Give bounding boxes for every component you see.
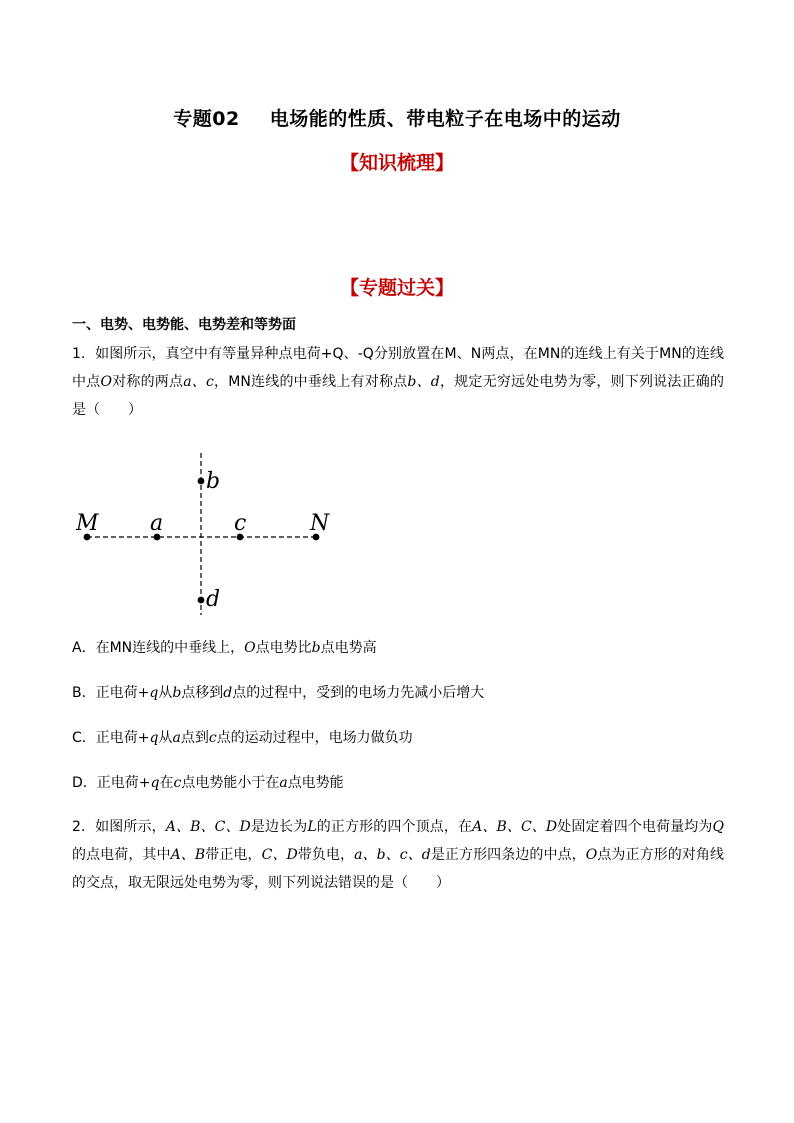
option-a[interactable] [72, 637, 377, 657]
option-text: 点电势能 [287, 775, 344, 791]
option-var: +q [137, 685, 159, 701]
q2-text: 是边长为 [250, 819, 308, 835]
option-b[interactable] [72, 682, 484, 702]
option-var: d [223, 685, 233, 701]
q2-text: 的正方形的四个顶点，在 [316, 819, 473, 835]
q1-text: 如图所示，真空中有等量异种点电荷 [95, 346, 321, 362]
option-text: 点电势能小于在 [181, 775, 280, 791]
label-a: a [150, 511, 164, 536]
q1-text: 分别放置在M、N两点，在MN的连线上有关于MN的连线中点 [72, 346, 724, 390]
q2-var: A、B [170, 847, 206, 863]
option-text: B．正电荷 [72, 685, 138, 701]
point-d [198, 597, 205, 604]
option-var: b [172, 685, 182, 701]
label-c: c [234, 511, 247, 536]
topic-heading: 【专题过关】 [339, 277, 454, 299]
label-b: b [206, 469, 221, 494]
option-text: 从 [158, 730, 173, 746]
question-1-stem [72, 340, 724, 424]
option-var: c [173, 775, 182, 791]
label-n: N [310, 511, 330, 536]
q1-text: 对称的两点 [111, 374, 184, 390]
title-topic-number: 专题02 [173, 108, 240, 130]
option-text: A．在MN连线的中垂线上， [72, 640, 245, 656]
q2-var: C、D [261, 847, 298, 863]
q2-text: 的点电荷，其中 [72, 847, 171, 863]
point-b [198, 478, 205, 485]
question-1-figure [60, 445, 360, 620]
option-text: 点到 [180, 730, 209, 746]
q1-var: O [100, 374, 112, 390]
option-text: 点的运动过程中，电场力做负功 [216, 730, 413, 746]
option-var: c [208, 730, 217, 746]
option-var: +q [138, 775, 160, 791]
page-title [0, 104, 794, 131]
question-number: 2． [72, 819, 96, 835]
option-text: C．正电荷 [72, 730, 138, 746]
q1-text: ，规定无穷远处电势为零，则下列说法正确的是（ ） [72, 374, 725, 418]
q2-var: Q [712, 819, 725, 835]
label-d: d [206, 587, 221, 612]
q2-text: 如图所示， [95, 819, 166, 835]
section-heading: 一、电势、电势能、电势差和等势面 [72, 317, 296, 333]
label-m: M [76, 511, 99, 536]
q2-text: 带负电， [297, 847, 355, 863]
option-d[interactable] [72, 772, 344, 792]
q2-text: 是正方形四条边的中点， [430, 847, 586, 863]
option-text: D．正电荷 [72, 775, 139, 791]
option-var: O [244, 640, 256, 656]
q2-var: A、B、C、D [472, 819, 558, 835]
option-text: 从 [158, 685, 173, 701]
option-text: 点的过程中，受到的电场力先减小后增大 [232, 685, 485, 701]
option-var: b [311, 640, 321, 656]
q1-text: ，MN连线的中垂线上有对称点 [213, 374, 408, 390]
question-2-stem [72, 813, 724, 897]
knowledge-heading: 【知识梳理】 [339, 152, 454, 174]
option-text: 在 [159, 775, 174, 791]
question-number: 1． [72, 346, 96, 362]
title-topic-name: 电场能的性质、带电粒子在电场中的运动 [269, 108, 621, 130]
option-var: a [279, 775, 288, 791]
option-var: +q [137, 730, 159, 746]
option-c[interactable] [72, 727, 413, 747]
q1-var: b、d [407, 374, 440, 390]
option-text: 点电势高 [320, 640, 377, 656]
q2-text: 处固定着四个电荷量均为 [557, 819, 713, 835]
q1-var: a、c [183, 374, 214, 390]
q2-var: A、B、C、D [165, 819, 251, 835]
option-text: 点电势比 [255, 640, 312, 656]
q2-text: 点为正方形的对角线的交点，取无限远处电势为零，则下列说法错误的是（ ） [72, 847, 725, 891]
option-text: 点移到 [181, 685, 224, 701]
q1-charges: +Q、-Q [320, 346, 374, 362]
option-var: a [172, 730, 181, 746]
q2-text: 带正电， [205, 847, 262, 863]
q2-var: L [307, 819, 317, 835]
q2-var: a、b、c、d [354, 847, 431, 863]
q2-var: O [585, 847, 598, 863]
